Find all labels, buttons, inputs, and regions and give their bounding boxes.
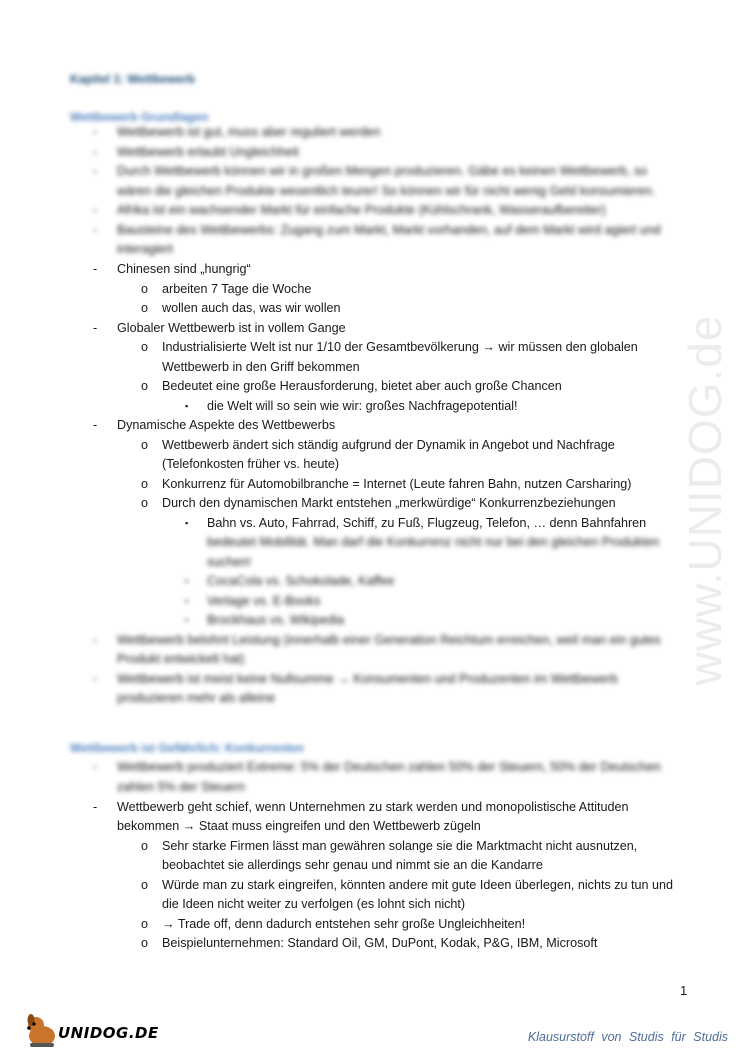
circle-bullet: o (141, 379, 149, 393)
square-bullet: ▪ (185, 401, 189, 411)
text-line: → Trade off, denn dadurch entstehen sehr große Ungleichheiten! (162, 917, 526, 931)
text-line: Wettbewerb ist meist keine Nullsumme → Konsumenten und Produzenten im Wettbewerb (117, 672, 618, 686)
text-line: produzieren mehr als alleine (117, 691, 276, 705)
text-line: arbeiten 7 Tage die Woche (162, 282, 312, 296)
dash-bullet: - (93, 418, 98, 432)
text-line: Globaler Wettbewerb ist in vollem Gange (117, 321, 346, 335)
text-line: interagiert (117, 242, 174, 256)
circle-bullet: o (141, 477, 149, 491)
text-line: wären die gleichen Produkte wesentlich teurer! So können wir für nicht wenig Geld konsumieren. (117, 184, 656, 198)
text-line: Bausteine des Wettbewerbs: Zugang zum Markt, Markt vorhanden, auf dem Markt wird agiert und (117, 223, 661, 237)
text-line: Brockhaus vs. Wikipedia (207, 613, 345, 627)
circle-bullet: o (141, 301, 149, 315)
text-line: die Ideen nicht weiter zu verfolgen (es lohnt sich nicht) (162, 897, 466, 911)
circle-bullet: o (141, 917, 149, 931)
text-line: die Welt will so sein wie wir: großes Nachfragepotential! (207, 399, 518, 413)
square-bullet: ▪ (185, 615, 189, 625)
square-bullet: ▪ (185, 576, 189, 586)
square-bullet: ▪ (185, 596, 189, 606)
text-line: wollen auch das, was wir wollen (162, 301, 341, 315)
watermark (679, 280, 731, 720)
dash-bullet: - (93, 223, 98, 237)
circle-bullet: o (141, 282, 149, 296)
text-line: Wettbewerb erlaubt Ungleichheit (117, 145, 299, 159)
text-line: bedeutet Mobilität. Man darf die Konkurrenz nicht nur bei den gleichen Produkten (207, 535, 660, 549)
text-line: Konkurrenz für Automobilbranche = Internet (Leute fahren Bahn, nutzen Carsharing) (162, 477, 632, 491)
logo-text: UNIDOG.DE (58, 1024, 159, 1042)
text-line: bekommen → Staat muss eingreifen und den Wettbewerb zügeln (117, 819, 481, 833)
text-line: Wettbewerb in den Griff bekommen (162, 360, 360, 374)
circle-bullet: o (141, 878, 149, 892)
page-number: 1 (680, 983, 688, 998)
text-line: CocaCola vs. Schokolade, Kaffee (207, 574, 395, 588)
text-line: Afrika ist ein wachsender Markt für einfache Produkte (Kühlschrank, Wasseraufbereiter) (117, 203, 606, 217)
text-line: Produkt entwickelt hat) (117, 652, 245, 666)
text-line: Wettbewerb belohnt Leistung (innerhalb einer Generation Reichtum erreichen, weil man ein gutes (117, 633, 661, 647)
watermark-text: www.UNIDOG.de (679, 314, 731, 686)
dash-bullet: - (93, 145, 98, 159)
circle-bullet: o (141, 839, 149, 853)
text-line: suchen! (207, 555, 252, 569)
text-line: Würde man zu stark eingreifen, könnten andere mit gute Ideen überlegen, nichts zu tun und (162, 878, 674, 892)
text-line: zahlen 5% der Steuern (117, 780, 246, 794)
dash-bullet: - (93, 262, 98, 276)
dash-bullet: - (93, 760, 98, 774)
dash-bullet: - (93, 125, 98, 139)
footer-logo (22, 1010, 162, 1050)
text-line: (Telefonkosten früher vs. heute) (162, 457, 340, 471)
text-line: Bahn vs. Auto, Fahrrad, Schiff, zu Fuß, Flugzeug, Telefon, … denn Bahnfahren (207, 516, 647, 530)
text-line: Sehr starke Firmen lässt man gewähren solange sie die Marktmacht nicht ausnutzen, (162, 839, 638, 853)
dash-bullet: - (93, 800, 98, 814)
text-line: Wettbewerb ist gut, muss aber reguliert werden (117, 125, 381, 139)
text-line: Wettbewerb produziert Extreme: 5% der Deutschen zahlen 50% der Steuern, 50% der Deutschen (117, 760, 661, 774)
footer-tagline: Klausurstoff von Studis für Studis (527, 1030, 728, 1044)
circle-bullet: o (141, 438, 149, 452)
text-line: Industrialisierte Welt ist nur 1/10 der Gesamtbevölkerung → wir müssen den globalen (162, 340, 638, 354)
dash-bullet: - (93, 164, 98, 178)
section-heading-grundlagen: Wettbewerb Grundlagen (70, 110, 209, 124)
section-heading-konkurrenten: Wettbewerb ist Gefährlich: Konkurrenten (70, 741, 304, 755)
text-line: Durch den dynamischen Markt entstehen „merkwürdige“ Konkurrenzbeziehungen (162, 496, 616, 510)
text-line: Bedeutet eine große Herausforderung, bietet aber auch große Chancen (162, 379, 562, 393)
text-line: Durch Wettbewerb können wir in großen Mengen produzieren. Gäbe es keinen Wettbewerb, so (117, 164, 648, 178)
dash-bullet: - (93, 321, 98, 335)
dash-bullet: - (93, 203, 98, 217)
chapter-title: Kapitel 1: Wettbewerb (70, 72, 196, 86)
circle-bullet: o (141, 496, 149, 510)
text-line: Dynamische Aspekte des Wettbewerbs (117, 418, 336, 432)
text-line: Verlage vs. E-Books (207, 594, 321, 608)
dog-mascot-icon (22, 1010, 62, 1050)
dash-bullet: - (93, 672, 98, 686)
square-bullet: ▪ (185, 518, 189, 528)
circle-bullet: o (141, 340, 149, 354)
text-line: Chinesen sind „hungrig“ (117, 262, 251, 276)
dash-bullet: - (93, 633, 98, 647)
circle-bullet: o (141, 936, 149, 950)
text-line: Beispielunternehmen: Standard Oil, GM, DuPont, Kodak, P&G, IBM, Microsoft (162, 936, 598, 950)
text-line: Wettbewerb ändert sich ständig aufgrund der Dynamik in Angebot und Nachfrage (162, 438, 615, 452)
text-line: Wettbewerb geht schief, wenn Unternehmen zu stark werden und monopolistische Attituden (117, 800, 629, 814)
text-line: beobachtet sie allerdings sehr genau und nimmt sie an die Kandarre (162, 858, 543, 872)
